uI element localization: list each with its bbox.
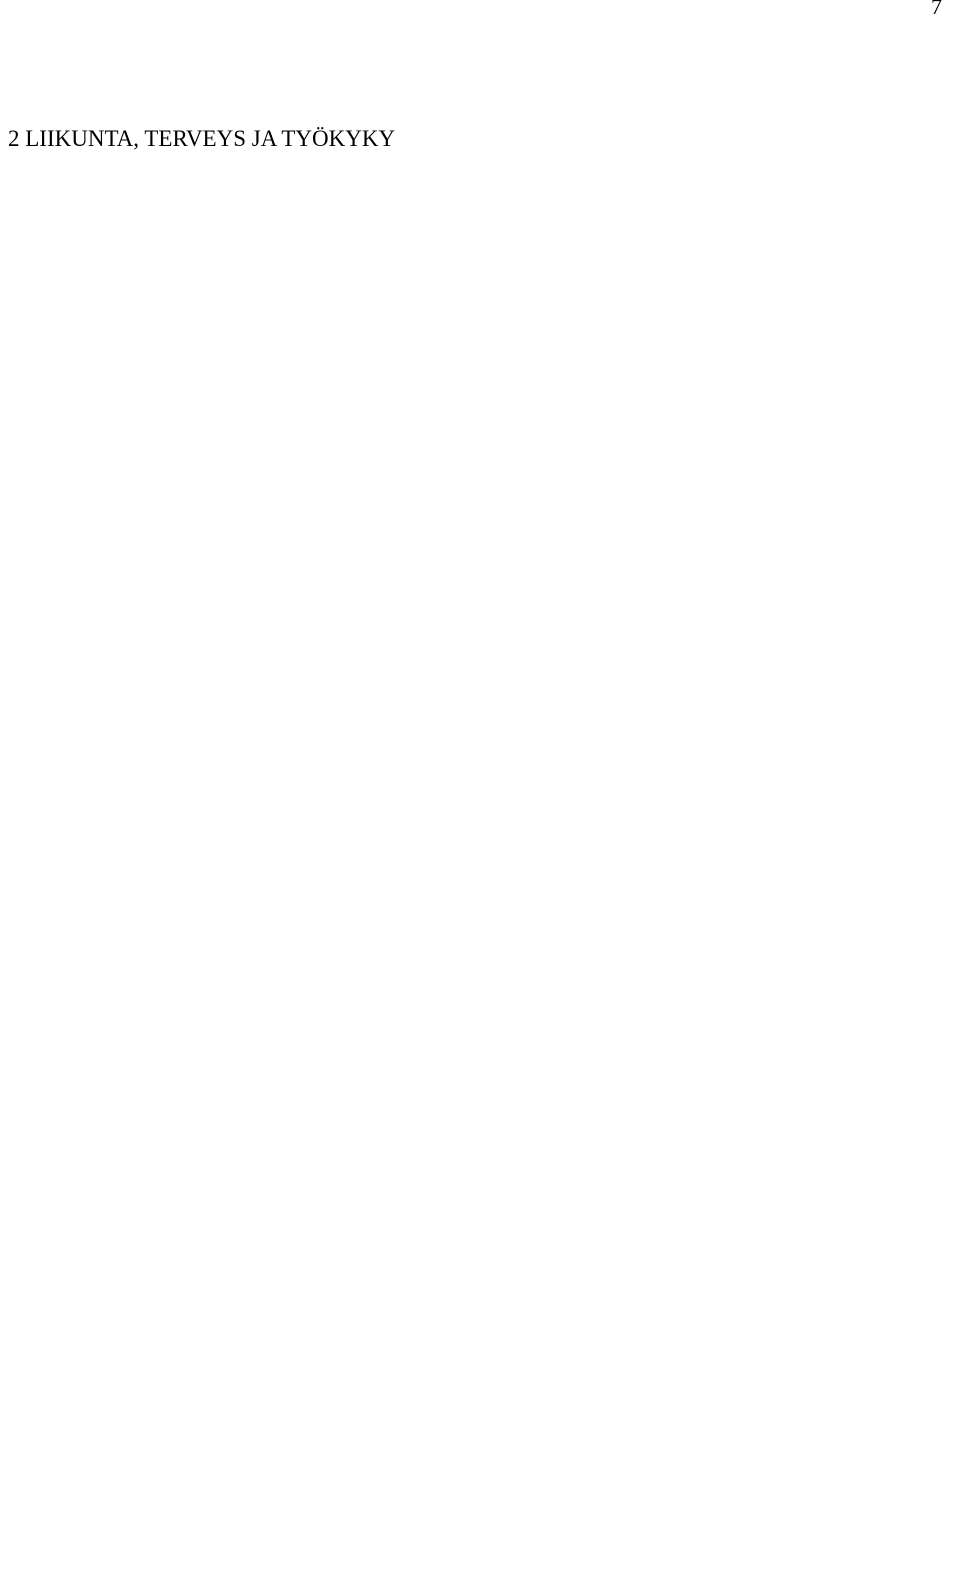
- section-heading: 2 LIIKUNTA, TERVEYS JA TYÖKYKY: [8, 126, 396, 151]
- page-number: 7: [931, 0, 942, 19]
